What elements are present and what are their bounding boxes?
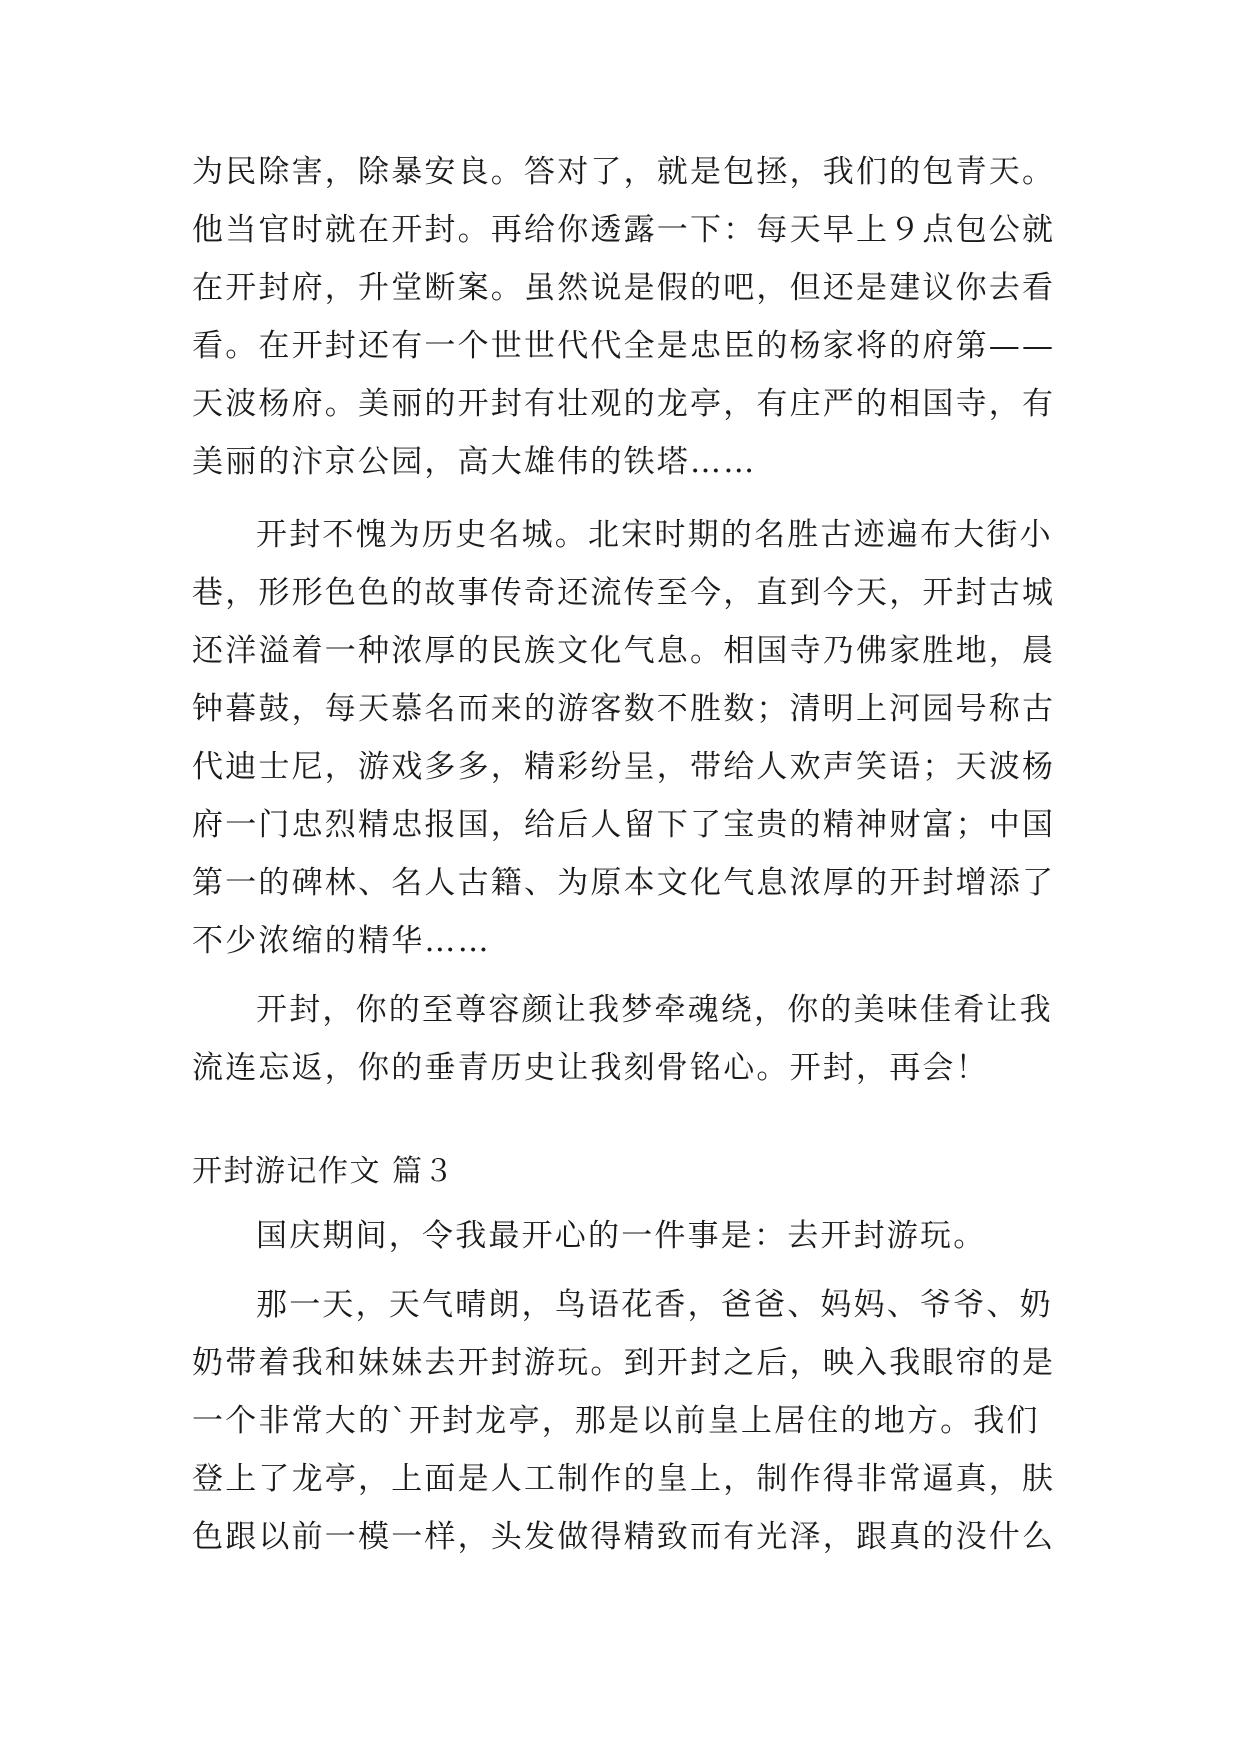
text-line: 巷，形形色色的故事传奇还流传至今，直到今天，开封古城: [192, 575, 1056, 611]
paragraph-first-line: 开封不愧为历史名城。北宋时期的名胜古迹遍布大街小: [256, 517, 1053, 553]
text-line: 代迪士尼，游戏多多，精彩纷呈，带给人欢声笑语；天波杨: [192, 749, 1056, 785]
paragraph-first-line: 国庆期间，令我最开心的一件事是：去开封游玩。: [256, 1218, 987, 1254]
text-line: 他当官时就在开封。再给你透露一下：每天早上９点包公就: [192, 212, 1056, 248]
text-line: 还洋溢着一种浓厚的民族文化气息。相国寺乃佛家胜地，晨: [192, 633, 1056, 669]
text-line: 看。在开封还有一个世世代代全是忠臣的杨家将的府第——: [192, 328, 1056, 364]
text-line: 天波杨府。美丽的开封有壮观的龙亭，有庄严的相国寺，有: [192, 386, 1056, 422]
text-line: 登上了龙亭，上面是人工制作的皇上，制作得非常逼真，肤: [192, 1461, 1056, 1497]
text-line: 在开封府，升堂断案。虽然说是假的吧，但还是建议你去看: [192, 270, 1056, 306]
paragraph-first-line: 那一天，天气晴朗，鸟语花香，爸爸、妈妈、爷爷、奶: [256, 1287, 1053, 1323]
text-line: 钟暮鼓，每天慕名而来的游客数不胜数；清明上河园号称古: [192, 691, 1056, 727]
section-heading: 开封游记作文 篇３: [192, 1154, 456, 1189]
text-line: 色跟以前一模一样，头发做得精致而有光泽，跟真的没什么: [192, 1519, 1056, 1555]
text-line: 不少浓缩的精华……: [192, 923, 491, 959]
text-line: 流连忘返，你的垂青历史让我刻骨铭心。开封，再会！: [192, 1050, 989, 1086]
text-line: 第一的碑林、名人古籍、为原本文化气息浓厚的开封增添了: [192, 865, 1056, 901]
text-line: 一个非常大的`开封龙亭，那是以前皇上居住的地方。我们: [192, 1403, 1040, 1439]
text-line: 为民除害，除暴安良。答对了，就是包拯，我们的包青天。: [192, 154, 1056, 190]
paragraph-first-line: 开封，你的至尊容颜让我梦牵魂绕，你的美味佳肴让我: [256, 992, 1053, 1028]
text-line: 奶带着我和妹妹去开封游玩。到开封之后，映入我眼帘的是: [192, 1345, 1056, 1381]
text-line: 府一门忠烈精忠报国，给后人留下了宝贵的精神财富；中国: [192, 807, 1056, 843]
text-line: 美丽的汴京公园，高大雄伟的铁塔……: [192, 444, 757, 480]
